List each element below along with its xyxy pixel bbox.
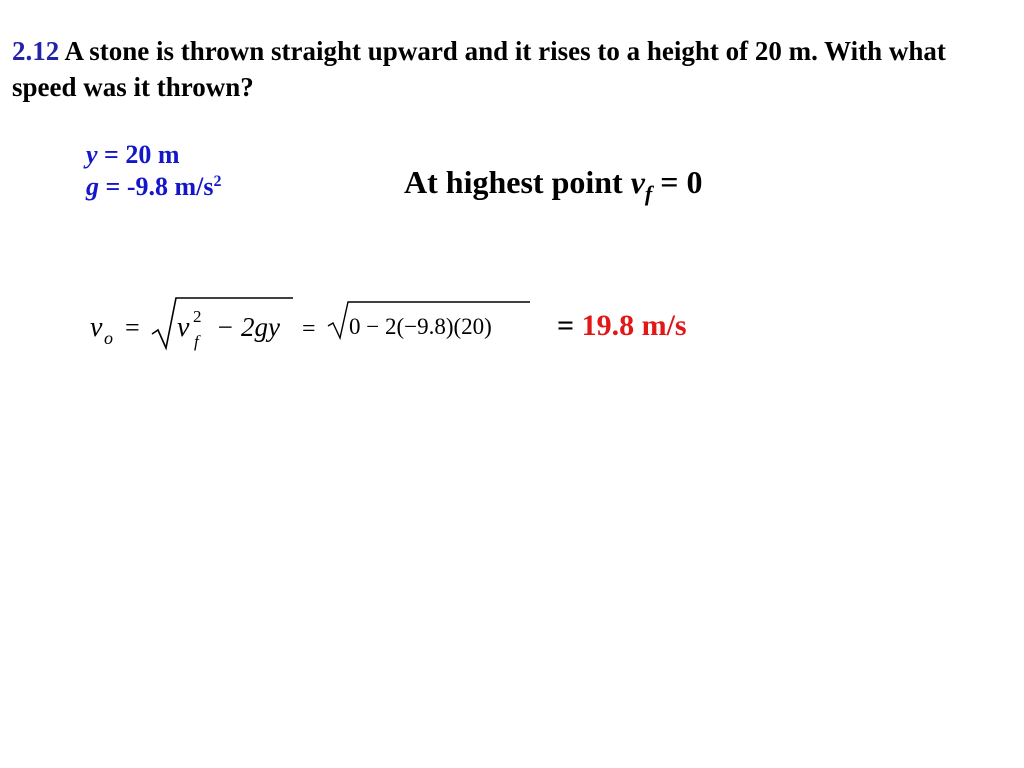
given-gravity-symbol: g — [86, 172, 99, 201]
highest-point-note — [404, 164, 703, 206]
given-height-symbol: y — [86, 140, 98, 169]
problem-text: A stone is thrown straight upward and it rises to a height of 20 m. With what speed was it thrown? — [12, 36, 946, 102]
answer — [557, 309, 687, 343]
radicand-1-sub: f — [194, 332, 199, 351]
given-gravity-exponent: 2 — [213, 173, 222, 190]
radicand-1-v: v — [177, 312, 190, 343]
note-prefix: At highest point — [404, 164, 631, 200]
equation-svg — [86, 290, 546, 360]
equation-lhs-v: v — [90, 312, 103, 343]
given-gravity — [86, 171, 221, 203]
note-subscript: f — [644, 181, 653, 206]
given-gravity-value: = -9.8 m/s — [99, 172, 214, 201]
given-height — [86, 139, 221, 171]
given-height-value: = 20 m — [97, 140, 180, 169]
given-values — [86, 139, 221, 203]
answer-value: 19.8 m/s — [581, 309, 687, 342]
radicand-1-exponent: 2 — [193, 307, 202, 326]
equation-lhs-sub: o — [104, 328, 113, 348]
note-variable: v — [630, 164, 645, 200]
radicand-2: 0 − 2(−9.8)(20) — [349, 314, 492, 339]
note-suffix: = 0 — [652, 164, 703, 200]
radicand-1-rest: − 2gy — [216, 312, 280, 342]
equation-equals-1: = — [125, 313, 140, 342]
answer-equals: = — [557, 309, 582, 342]
equation-equals-2: = — [302, 316, 316, 342]
problem-number: 2.12 — [12, 36, 60, 66]
problem-statement — [12, 33, 1012, 105]
velocity-equation — [86, 290, 546, 360]
